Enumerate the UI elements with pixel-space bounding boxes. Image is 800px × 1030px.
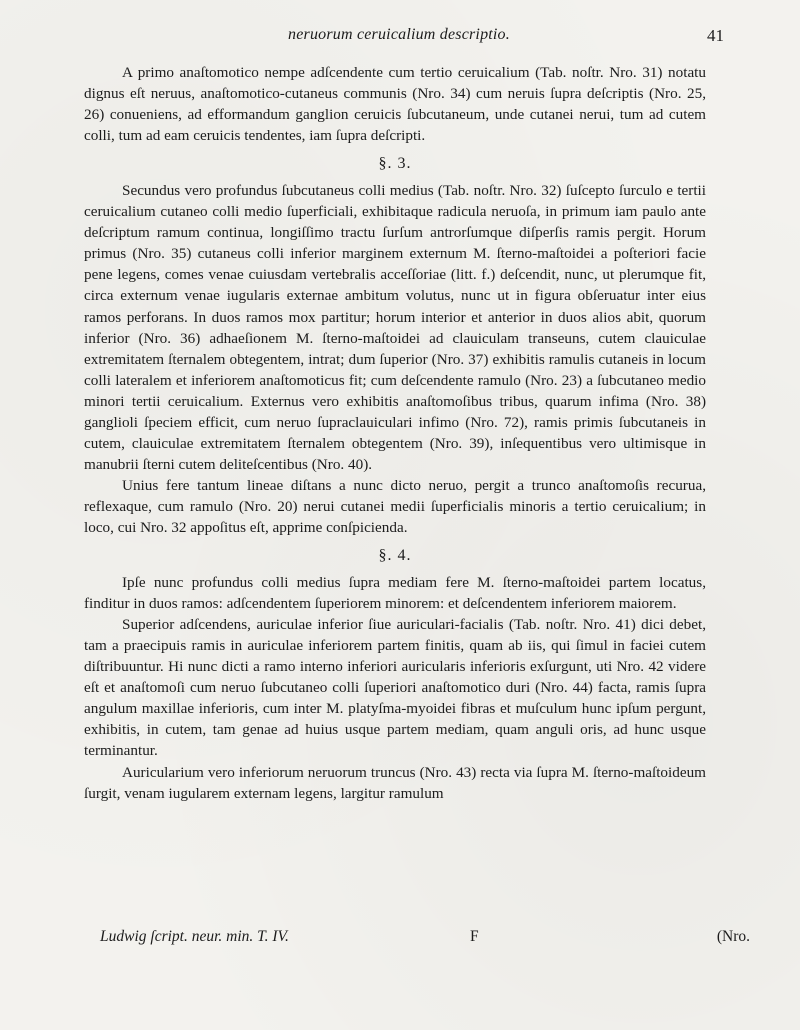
- paragraph-5: Superior adſcendens, auriculae inferior ſiue auriculari-facialis (Tab. noſtr. Nro. 41) dici debet, tam a praecipuis ramis in auriculae inferiorem partem finitis, quam ab iis, qui ſimul in faciei cutem diſtribuuntur. Hi nunc dicti a ramo interno inferiori auricularis inferioris exſurgunt, uti Nro. 42 videre eſt et anaſtomoſi cum neruo ſubcutaneo colli ſuperiori anaſtomotico duri (Nro. 44) facta, ramis ſupra angulum maxillae inferioris, cum inter M. platyſma-myoidei fibras et muſculum hunc ipſum pergunt, exhibitis, in cutem, tam genae ad huius usque partem mediam, quam anguli oris, ad hunc usque terminantur.: [84, 616, 706, 760]
- catchword: (Nro.: [716, 928, 750, 945]
- page-number: 41: [707, 26, 724, 45]
- section-heading-3: §. 3.: [378, 155, 412, 173]
- sheet-mark: F: [470, 928, 479, 945]
- page-body: [84, 62, 706, 804]
- signature-line: Ludwig ſcript. neur. min. T. IV.: [100, 928, 289, 945]
- section-heading-4: §. 4.: [378, 547, 412, 565]
- paragraph-4: Ipſe nunc profundus colli medius ſupra mediam fere M. ſterno-maſtoidei partem locatus, finditur in duos ramos: adſcendentem ſuperiorem minorem: et deſcendentem inferiorem maiorem.: [84, 574, 706, 613]
- paragraph-2: Secundus vero profundus ſubcutaneus colli medius (Tab. noſtr. Nro. 32) ſuſcepto ſurculo e tertii ceruicalium cutaneo colli medio ſuperficiali, exhibitaque radicula neruoſa, in primum iam paulo ante deſcriptum ramum continua, longiſſimo tractu ſurſum antrorſumque diſperſis ramis pergit. Horum primus (Nro. 35) cutaneus colli inferior marginem externum M. ſterno-maſtoidei a poſteriori facie pene legens, comes venae cuiusdam vertebralis acceſſoriae (litt. f.) deſcendit, nunc, ut plerumque fit, circa externum venae iugularis externae ambitum volutus, nunc ut in figura obſeruatur inter eius ramos perforans. In duos ramos mox partitur; horum interior et anterior in duos alios abit, quorum inferior (Nro. 36) adhaeſionem M. ſterno-maſtoidei ad clauiculam transeuns, cutem clauiculae extremitatem ſternalem obtegentem, intrat; dum ſuperior (Nro. 37) exhibitis ramulis cutaneis in locum colli lateralem et inferiorem anaſtomoticus fit; cum deſcendente ramulo (Nro. 23) a ſubcutaneo medio minori tertii ceruicalium. Externus vero exhibitis anaſtomoſibus tribus, quarum infima (Nro. 38) ganglioli ſpeciem efficit, cum neruo ſupraclauiculari infimo (Nro. 72), ramis primis ſubcutaneis in cutem, clauiculae extremitatem ſternalem obtegentem (Nro. 39), inſequentibus vero ultimisque in manubrii ſterni cutem deliteſcentibus (Nro. 40).: [84, 182, 706, 473]
- paragraph-1: A primo anaſtomotico nempe adſcendente cum tertio ceruicalium (Tab. noſtr. Nro. 31) notatu dignus eſt neruus, anaſtomotico-cutaneus communis (Nro. 34) cum neruis ſupra deſcriptis (Nro. 25, 26) conueniens, ad efformandum ganglion ceruicis ſubcutaneum, unde cutanei nerui, tum ad cutem colli, tum ad eam ceruicis tendentes, iam ſupra deſcripti.: [84, 64, 706, 145]
- running-title: neruorum ceruicalium descriptio.: [288, 26, 510, 43]
- page-header: [84, 26, 724, 52]
- page-footer: [100, 928, 750, 952]
- paragraph-3: Unius fere tantum lineae diſtans a nunc dicto neruo, pergit a trunco anaſtomoſis recurua, reflexaque, cum ramulo (Nro. 20) nerui cutanei medii ſuperficialis minoris a tertio ceruicalium; in loco, cui Nro. 32 appoſitus eſt, apprime conſpicienda.: [84, 476, 706, 536]
- paragraph-6: Auricularium vero inferiorum neruorum truncus (Nro. 43) recta via ſupra M. ſterno-maſtoideum ſurgit, venam iugularem externam legens, largitur ramulum: [84, 763, 706, 802]
